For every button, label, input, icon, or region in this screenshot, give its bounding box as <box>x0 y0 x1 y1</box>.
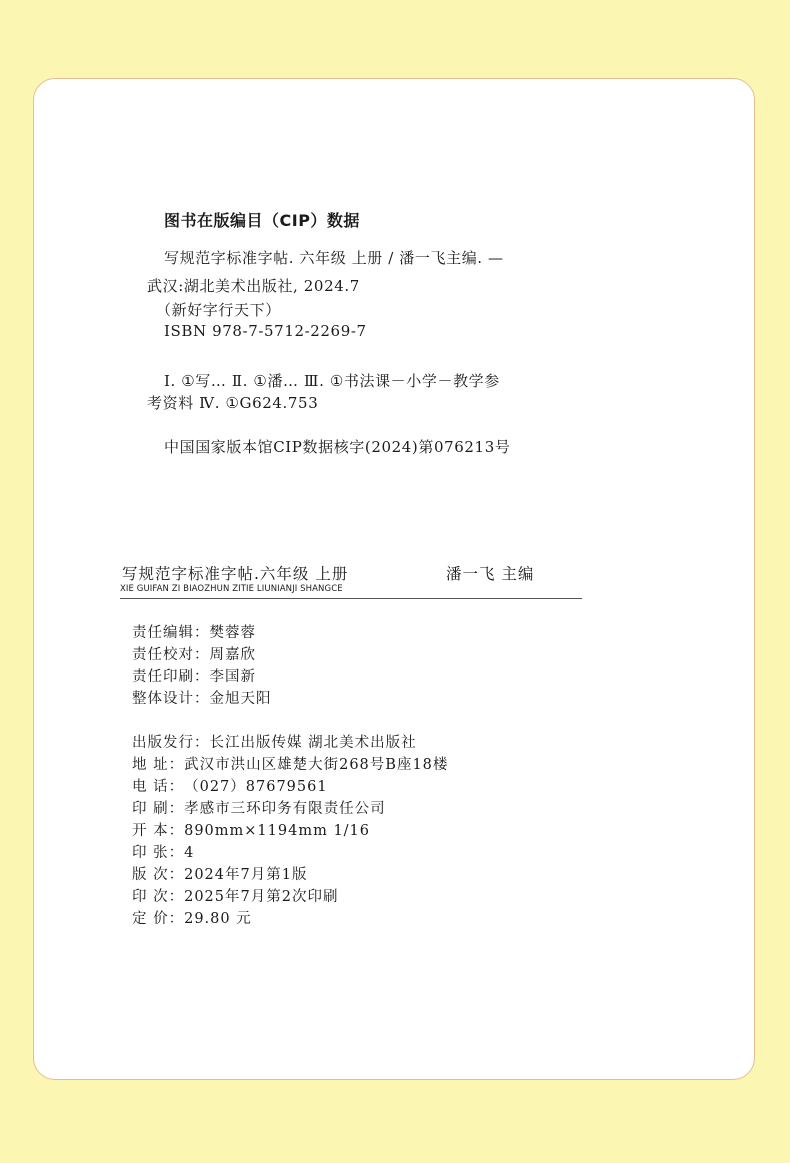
publishing-row: 出版发行：长江出版传媒 湖北美术出版社 <box>132 735 417 751</box>
divider-rule <box>120 598 582 599</box>
publishing-row: 定 价：29.80 元 <box>132 911 252 927</box>
publishing-row: 印 次：2025年7月第2次印刷 <box>132 889 339 905</box>
copyright-page <box>33 78 755 1080</box>
staff-row: 责任编辑：樊蓉蓉 <box>132 625 256 641</box>
staff-row: 责任印刷：李国新 <box>132 669 256 685</box>
publishing-row: 地 址：武汉市洪山区雄楚大街268号B座18楼 <box>132 757 449 773</box>
cip-line-classification-cont: 考资料 Ⅳ. ①G624.753 <box>147 394 319 412</box>
publishing-row: 开 本：890mm×1194mm 1/16 <box>132 823 371 839</box>
cip-line-title: 写规范字标准字帖. 六年级 上册 / 潘一飞主编. — <box>164 249 504 267</box>
book-editor: 潘一飞 主编 <box>446 565 535 583</box>
cip-line-isbn: ISBN 978-7-5712-2269-7 <box>164 322 367 340</box>
publishing-row: 电 话：（027）87679561 <box>132 779 328 795</box>
staff-row: 责任校对：周嘉欣 <box>132 647 256 663</box>
publishing-row: 版 次：2024年7月第1版 <box>132 867 308 883</box>
book-title: 写规范字标准字帖.六年级 上册 <box>122 565 349 583</box>
cip-line-classification: Ⅰ. ①写… Ⅱ. ①潘… Ⅲ. ①书法课－小学－教学参 <box>164 372 500 390</box>
publishing-row: 印 张：4 <box>132 845 195 861</box>
staff-row: 整体设计：金旭天阳 <box>132 691 272 707</box>
cip-line-series: （新好字行天下） <box>156 301 281 319</box>
book-title-pinyin: XIE GUIFAN ZI BIAOZHUN ZITIE LIUNIANJI SHANGCE <box>120 584 343 594</box>
cip-line-verification: 中国国家版本馆CIP数据核字(2024)第076213号 <box>164 438 511 456</box>
cip-line-publisher: 武汉:湖北美术出版社, 2024.7 <box>147 277 360 295</box>
publishing-row: 印 刷：孝感市三环印务有限责任公司 <box>132 801 386 817</box>
cip-heading: 图书在版编目（CIP）数据 <box>164 211 360 230</box>
